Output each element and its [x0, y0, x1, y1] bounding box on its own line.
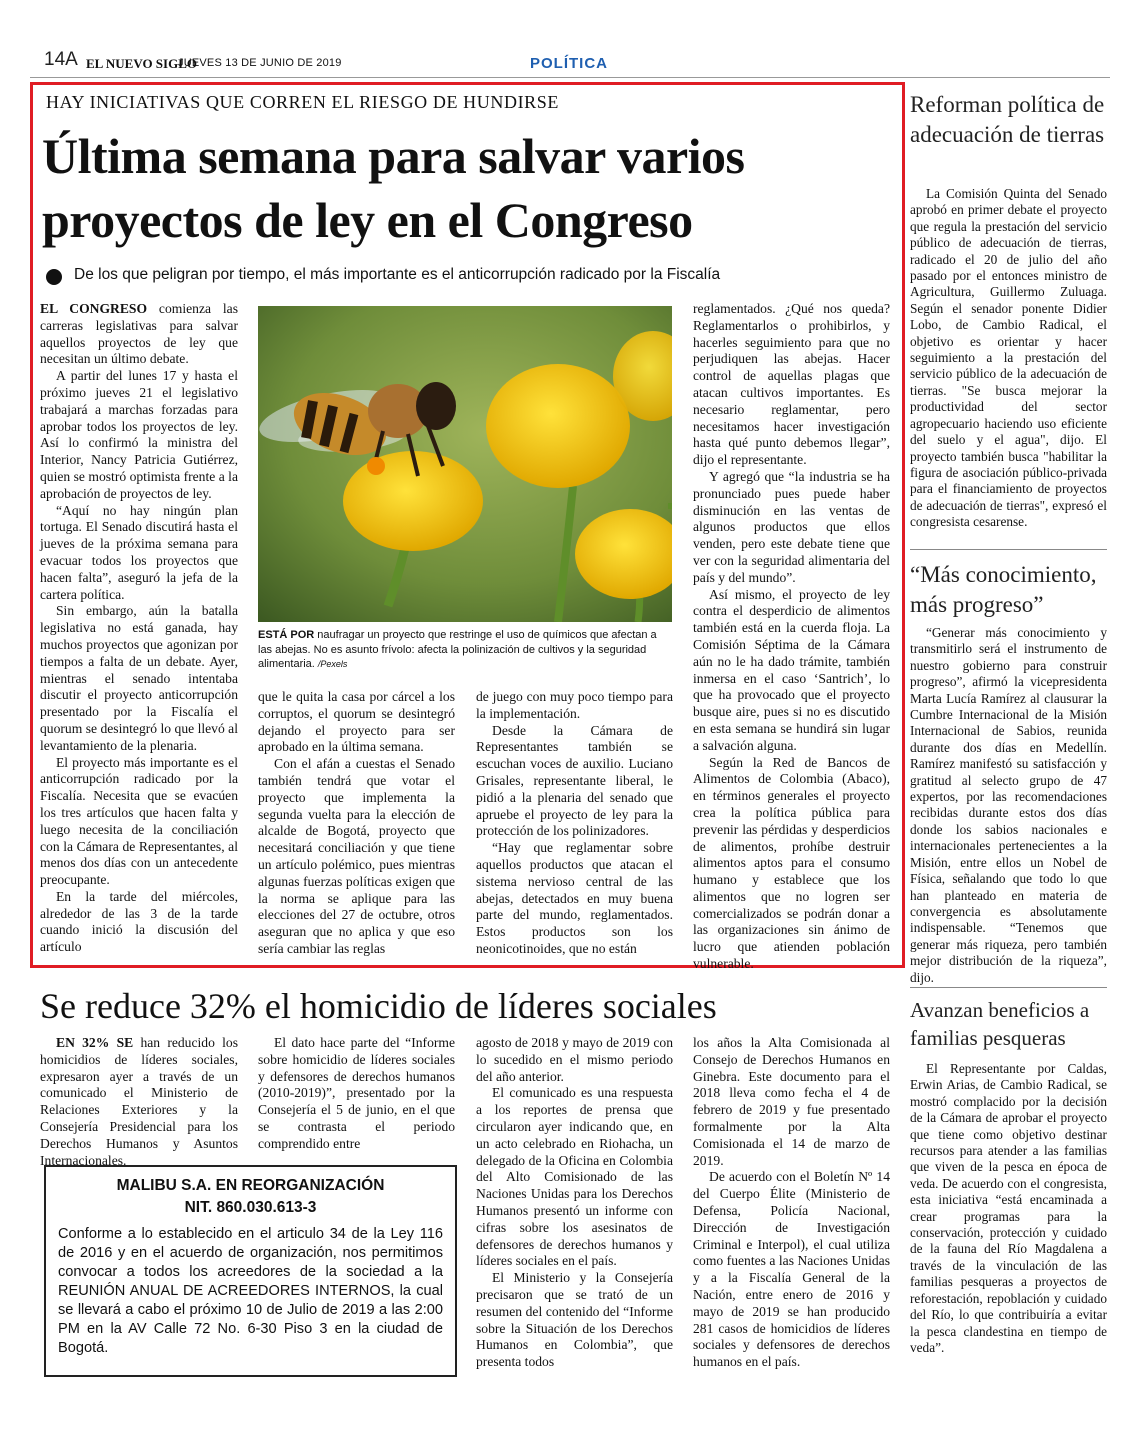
paragraph: El Representante por Caldas, Erwin Arias, de Cambio Radical, se mostró complacido por la decisión de la Cámara de aprobar el proyecto que tiene como objetivo destinar recursos para atender a las familias que viven de la pesca en época de veda. De acuerdo con el congresista, esta iniciativa “está encaminada a crear programas para la conservación, protección y cuidado de la fauna del Río Magdalena a través de la vinculación de las familias pesqueras a proyectos de reforestación, repoblación y cuidado del Río, lo que contribuiría a evitar la pesca clandestina en tiempo de veda”. [910, 1061, 1107, 1355]
paragraph: En la tarde del miércoles, alrededor de las 3 de la tarde cuando inició la discusión del artículo [40, 888, 238, 955]
paragraph: agosto de 2018 y mayo de 2019 con lo sucedido en el mismo periodo del año anterior. [476, 1035, 673, 1084]
paragraph [40, 301, 238, 368]
paragraph: La Comisión Quinta del Senado aprobó en primer debate el proyecto que regula la prestación del servicio público de adecuación de tierras, radicado el 20 de julio del año pasado por el entonces ministro de Agricultura, Guillermo Zuluaga. Según el senador ponente Didier Lobo, de Cambio Radical, el objetivo es orientar y hacer seguimiento a la prestación del servicio público de la adecuación de tierras. "Se busca mejorar la productividad del sector agropecuario haciendo uso eficiente del suelo y el agua", dijo. El proyecto también busca "habilitar la figura de asociación público-privada para el financiamiento de proyectos de adecuación de tierras", expresó el congresista cesarense. [910, 186, 1107, 530]
caption-lead: ESTÁ POR [258, 629, 315, 641]
paragraph: Desde la Cámara de Representantes también se escuchan voces de auxilio. Luciano Grisales, representante liberal, le pidió a la plenaria del senado que apruebe el proyecto de ley para la protección de los polinizadores. [476, 722, 673, 839]
paragraph: El dato hace parte del “Informe sobre homicidio de líderes sociales y defensores de derechos humanos (2010-2019)”, presentado por la Consejería el 5 de junio, en el que se contrasta el periodo comprendido entre [258, 1035, 455, 1151]
photo-caption [258, 628, 672, 672]
second-column-3 [476, 1035, 673, 1371]
notice-nit: NIT. 860.030.613-3 [184, 1199, 317, 1216]
story-kicker: HAY INICIATIVAS QUE CORREN EL RIESGO DE HUNDIRSE [46, 92, 559, 112]
sidebar-divider [910, 987, 1107, 988]
paragraph: El comunicado es una respuesta a los reportes de prensa que circularon ayer indicando que, en un acto celebrado en Riohacha, un delegado de la Oficina en Colombia del Alto Comisionado de las Naciones Unidas para los Derechos Humanos presentó un informe con cifras sobre los asesinatos de defensores de derechos humanos y líderes sociales en el país. [476, 1085, 673, 1269]
paragraph: “Generar más conocimiento y transmitirlo será el instrumento de nuestro gobierno para construir progreso”, afirmó la vicepresidenta Marta Lucía Ramírez al clausurar la Cumbre Internacional de la Misión Internacional de Sabios, reunida durante dos días en Medellín. Ramírez manifestó su satisfacción y gratitud al selecto grupo de 47 expertos, por las recomendaciones recibidas durante estos dos días donde los sabios nacionales e internacionales pertenecientes a la Misión, entre ellos un Nobel de Física, señalando que todo lo que han planteado en materia de convergencia es absolutamente indispensable. “Tenemos que generar más riqueza, pero también mejor distribución de la riqueza”, dijo. [910, 625, 1107, 985]
issue-date: JUEVES 13 DE JUNIO DE 2019 [178, 57, 342, 69]
story-deck: De los que peligran por tiempo, el más importante es el anticorrupción radicado por la Fiscalía [74, 266, 721, 283]
page-number: 14A [44, 49, 78, 70]
sidebar-story-1 [910, 186, 1107, 531]
section-name: POLÍTICA [530, 55, 608, 72]
paragraph: De acuerdo con el Boletín Nº 14 del Cuerpo Élite (Ministerio de Defensa, Policía Nacional, Dirección de Investigación Criminal e Interpol), el cual utiliza como fuentes a las Naciones Unidas y a la Fiscalía General de la Nación, entre enero de 2016 y mayo de 2019 se han producido 281 casos de homicidios de líderes sociales y defensores de derechos humanos en el país. [693, 1169, 890, 1370]
second-column-4 [693, 1035, 890, 1371]
header-rule [30, 77, 1110, 78]
story-column-1 [40, 301, 238, 956]
lead-text: han reducido los homicidios de líderes sociales, expresaron ayer a través de un comunicado el Ministerio de Relaciones Exteriores y la Consejería Presidencial para los Derechos Humanos y Asuntos Internacionales. [40, 1035, 238, 1168]
sidebar-divider [910, 549, 1107, 550]
paragraph: El proyecto más importante es el anticorrupción radicado por la Fiscalía. Necesita que se evacúen los tres artículos que hacen falta y luego necesita de la conciliación con la Cámara de Representantes, al menos dos días con un antecedente preocupante. [40, 754, 238, 888]
paragraph: los años la Alta Comisionada al Consejo de Derechos Humanos en Ginebra. Este documento para el 2018 lleva como fecha el 4 de febrero de 2019 y fue presentado formalmente por la Alta Comisionada el 14 de marzo de 2019. [693, 1035, 890, 1168]
paragraph: “Aquí no hay ningún plan tortuga. El Senado discutirá hasta el jueves de la próxima semana para evacuar todos los proyectos que hacen falta”, aseguró la jefa de la cartera política. [40, 502, 238, 602]
legal-notice [44, 1165, 457, 1377]
caption-text: naufragar un proyecto que restringe el uso de químicos que afectan a las abejas. No es asunto frívolo: afecta la polinización de cultivos y la seguridad alimentaria. [258, 629, 657, 670]
notice-body: Conforme a lo establecido en el articulo 34 de la Ley 116 de 2016 y en el acuerdo de organización, nos permitimos convocar a todos los acreedores de la sociedad a la REUNIÓN ANUAL DE ACREEDORES INTERNOS, la cual se llevará a cabo el próximo 10 de Julio de 2019 a las 2:00 PM en la AV Calle 72 No. 6-30 Piso 3 en la ciudad de Bogotá. [58, 1226, 443, 1356]
bullet-dot-icon [46, 269, 62, 285]
lead-in: EN 32% SE [56, 1035, 134, 1050]
story-column-2 [258, 689, 455, 958]
bee-flower-photo [258, 306, 672, 622]
paragraph: reglamentados. ¿Qué nos queda? Reglamentarlos o prohibirlos, y hacerles seguimiento para que no perjudiquen las abejas. Hacer control de aquellas plagas que atacan cultivos importantes. Es necesario reglamentar, pero necesitamos hacer investigación hasta qué punto debemos llegar”, dijo el representante. [693, 301, 890, 468]
paragraph [40, 1035, 238, 1169]
sidebar-headline-2: “Más conocimiento, más progreso” [910, 562, 1097, 617]
paragraph: A partir del lunes 17 y hasta el próximo jueves 21 el legislativo trabajará a marchas forzadas para aprobar todos los proyectos de ley. Así lo confirmó la ministra del Interior, Nancy Patricia Gutiérrez, quien se mostró optimista frente a la aprobación de proyectos de ley. [40, 368, 238, 501]
sidebar-headline-1: Reforman política de adecuación de tierras [910, 92, 1105, 147]
paragraph: Sin embargo, aún la batalla legislativa no está ganada, hay muchos proyectos que agonizan por tiempos a falta de un debate. Ayer, mientras el senado intentaba discutir el proyecto anticorrupción presentado por la Fiscalía el quorum se desintegró lo que llevó al levantamiento de la plenaria. [40, 603, 238, 753]
second-column-2 [258, 1035, 455, 1153]
photo-credit: /Pexels [317, 659, 348, 669]
paper-name: EL NUEVO SIGLO [86, 56, 197, 71]
lead-in: EL CONGRESO [40, 301, 148, 316]
lead-text: comienza las carreras legislativas para salvar aquellos proyectos de ley que necesitan un último debate. [40, 301, 238, 367]
paragraph: que le quita la casa por cárcel a los corruptos, el quorum se desintegró dejando el proyecto para ser aprobado en la última semana. [258, 689, 455, 755]
second-story-headline: Se reduce 32% el homicidio de líderes sociales [40, 986, 717, 1026]
second-column-1 [40, 1035, 238, 1169]
sidebar-story-2 [910, 625, 1107, 986]
paragraph: “Hay que reglamentar sobre aquellos productos que atacan el sistema nervioso central de las abejas, detectados en muy buena parte del mundo, reglamentados. Estos productos son los neonicotinoides, que no están [476, 840, 673, 956]
bee-on-flower-icon [258, 306, 672, 622]
story-headline: Última semana para salvar varios proyectos de ley en el Congreso [42, 128, 745, 248]
story-column-4 [693, 301, 890, 973]
paragraph: Así mismo, el proyecto de ley contra el desperdicio de alimentos también está en la cuerda floja. La Comisión Séptima de la Cámara aún no le ha dado trámite, también inmersa en el caso ‘Santrich’, lo que ha provocado que el proyecto busque aire, pues si no es discutido en esta semana se hundirá sin lugar a salvación alguna. [693, 586, 890, 753]
sidebar-story-3 [910, 1061, 1107, 1356]
story-column-3 [476, 689, 673, 958]
paragraph: Con el afán a cuestas el Senado también tendrá que votar el proyecto que implementa la segunda vuelta para la elección de alcalde de Bogotá, proyecto que necesitará conciliación y que tiene un artículo polémico, pues mientras algunas fuerzas políticas exigen que la norma se aplique para las elecciones del 27 de octubre, otros aseguran que no aplica y que eso sería cambiar las reglas [258, 756, 455, 956]
paragraph: El Ministerio y la Consejería precisaron que se trató de un resumen del contenido del “Informe sobre la Situación de los Derechos Humanos en Colombia”, que presenta todos [476, 1270, 673, 1370]
paragraph: de juego con muy poco tiempo para la implementación. [476, 689, 673, 721]
paragraph: Y agregó que “la industria se ha pronunciado pues puede haber disminución en las ventas de algunos productos que ellos venden, pero este debate tiene que ver con la seguridad alimentaria del país y del mundo”. [693, 468, 890, 585]
paragraph: Según la Red de Bancos de Alimentos de Colombia (Abaco), en términos generales el proyecto crea la política pública para prevenir las pérdidas y desperdicios de alimentos, prohíbe destruir alimentos aptos para el consumo humano y establece que los alimentos que no logren ser comercializados se podrán donar a las organizaciones sin ánimo de lucro que atienden población vulnerable. [693, 754, 890, 972]
sidebar-headline-3: Avanzan beneficios a familias pesqueras [910, 998, 1090, 1050]
notice-title: MALIBU S.A. EN REORGANIZACIÓN [116, 1177, 385, 1194]
